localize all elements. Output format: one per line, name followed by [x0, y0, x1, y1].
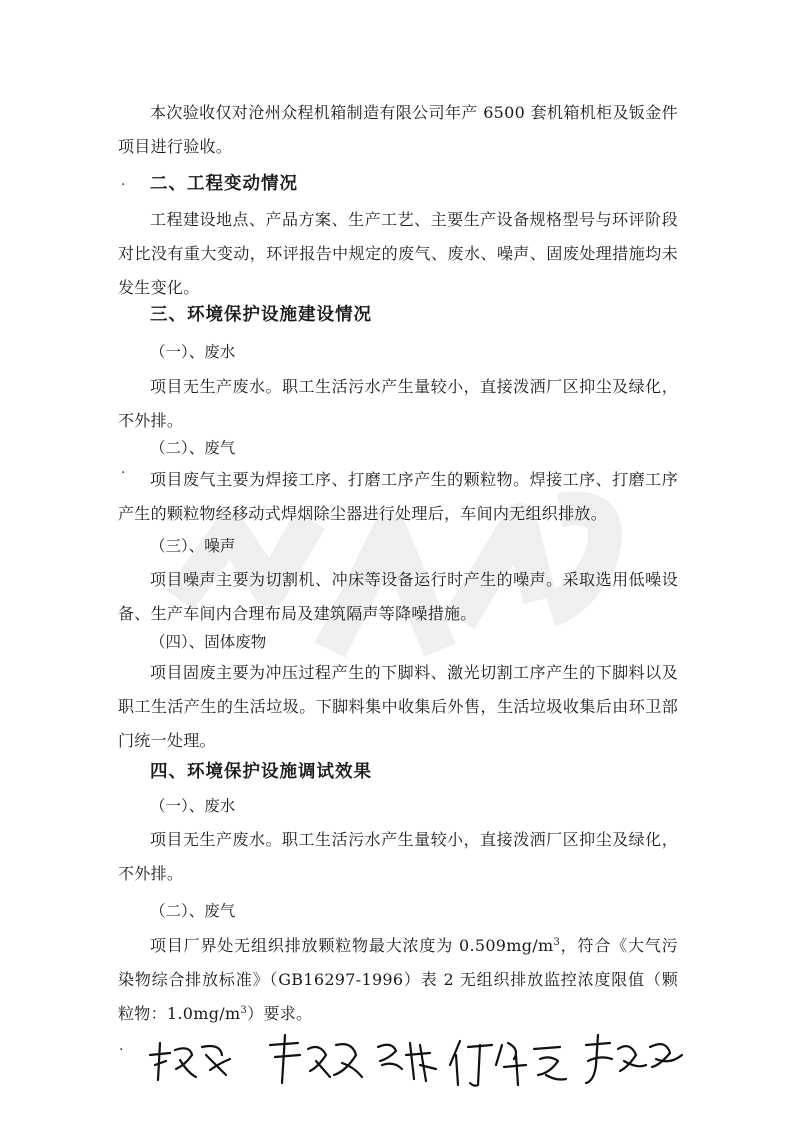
signature-2 — [270, 1035, 362, 1083]
handwritten-signatures — [130, 1025, 690, 1095]
signature-5 — [586, 1035, 682, 1083]
signature-3 — [378, 1043, 436, 1081]
section-4-gas-body — [118, 929, 678, 1031]
gas-text-1: 项目厂界处无组织排放颗粒物最大浓度为 0.509mg/m — [150, 936, 554, 955]
margin-dot: · — [121, 177, 126, 193]
section-3-gas-label: （二）、废气 — [150, 439, 236, 457]
section-2-body: 工程建设地点、产品方案、生产工艺、主要生产设备规格型号与环评阶段对比没有重大变动，环评报告中规定的废气、废水、噪声、固废处理措施均未发生变化。 — [118, 210, 678, 297]
section-4-gas-label: （二）、废气 — [150, 902, 236, 920]
signature-1 — [150, 1043, 230, 1080]
section-4-heading: 四、环境保护设施调试效果 — [150, 762, 372, 782]
margin-dot: · — [119, 1042, 124, 1058]
section-3-water-label: （一）、废水 — [150, 343, 236, 361]
signature-4 — [450, 1041, 566, 1086]
superscript: 3 — [240, 1005, 248, 1016]
gas-text-2: ，符合《大气污染物综合排放标准》（GB16297-1996）表 2 无组织排放监控浓度限值（颗粒物：1.0mg/m — [118, 936, 678, 1023]
section-2-heading: 二、工程变动情况 — [150, 174, 298, 194]
section-3-solid-body: 项目固废主要为冲压过程产生的下脚料、激光切割工序产生的下脚料以及职工生活产生的生活垃圾。下脚料集中收集后外售，生活垃圾收集后由环卫部门统一处理。 — [118, 663, 678, 750]
section-3-noise-body: 项目噪声主要为切割机、冲床等设备运行时产生的噪声。采取选用低噪设备、生产车间内合理布局及建筑隔声等降噪措施。 — [118, 570, 678, 623]
section-3-heading: 三、环境保护设施建设情况 — [150, 305, 372, 325]
superscript: 3 — [553, 937, 561, 948]
section-4-water-label: （一）、废水 — [150, 797, 236, 815]
section-3-noise-label: （三）、噪声 — [150, 537, 236, 555]
section-4-water-body: 项目无生产废水。职工生活污水产生量较小，直接泼洒厂区抑尘及绿化，不外排。 — [118, 830, 678, 883]
intro-paragraph: 本次验收仅对沧州众程机箱制造有限公司年产 6500 套机箱机柜及钣金件项目进行验收。 — [118, 103, 678, 156]
margin-dot: · — [121, 465, 126, 481]
gas-text-3: ）要求。 — [247, 1004, 313, 1023]
section-3-solid-label: （四）、固体废物 — [150, 633, 267, 651]
section-3-gas-body: 项目废气主要为焊接工序、打磨工序产生的颗粒物。焊接工序、打磨工序产生的颗粒物经移动式焊烟除尘器进行处理后，车间内无组织排放。 — [118, 470, 678, 523]
section-3-water-body: 项目无生产废水。职工生活污水产生量较小，直接泼洒厂区抑尘及绿化，不外排。 — [118, 377, 678, 430]
